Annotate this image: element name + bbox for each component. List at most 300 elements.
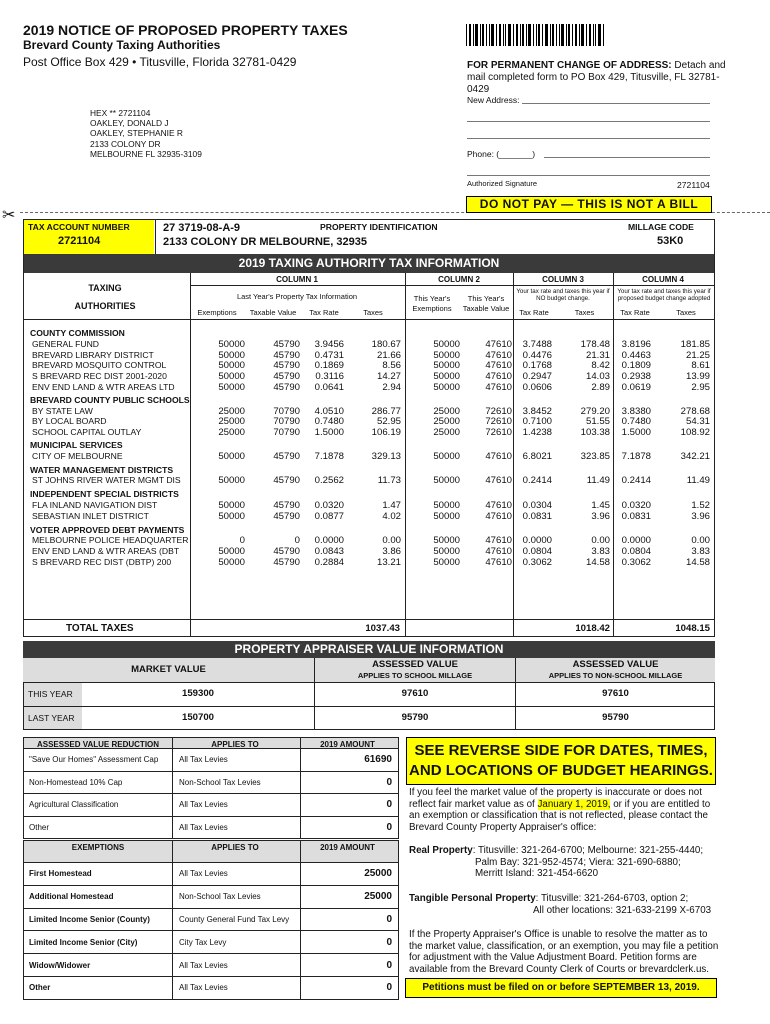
account-number: 2721104: [58, 235, 101, 247]
tax-value-cell: 14.58: [685, 557, 710, 568]
table-header-label: 2019 AMOUNT: [320, 740, 375, 749]
tax-value-cell: 0.2884: [314, 557, 344, 568]
signature-label: Authorized Signature: [467, 179, 538, 188]
tax-value-cell: 50000: [218, 338, 245, 350]
appraiser-banner: PROPERTY APPRAISER VALUE INFORMATION: [23, 641, 715, 658]
tax-value-cell: 14.03: [585, 371, 610, 383]
tax-value-cell: 0.2947: [522, 371, 552, 383]
tax-value-cell: 50000: [218, 546, 245, 558]
tax-value-cell: 50000: [218, 349, 245, 361]
tax-value-cell: 2.95: [691, 382, 710, 393]
assessed-value-label: ASSESSED VALUE: [572, 659, 659, 670]
column-4-note: Your tax rate and taxes this year if proposed budget change adopted: [617, 288, 711, 302]
phone-label: Phone: (_______): [467, 149, 536, 159]
tax-value-cell: 51.55: [585, 416, 610, 428]
school-millage-label: APPLIES TO SCHOOL MILLAGE: [357, 671, 473, 680]
new-address-line-3[interactable]: [467, 131, 710, 139]
tax-value-cell: 342.21: [680, 450, 710, 462]
taxing-authority-name: S BREVARD REC DIST (DBTP) 200: [32, 557, 172, 567]
tax-value-cell: 70790: [273, 427, 300, 439]
tax-value-cell: 0.4463: [621, 349, 651, 361]
tax-value-cell: 0.0619: [621, 382, 651, 393]
tax-value-cell: 72610: [485, 405, 512, 417]
taxes-header: Taxes: [676, 308, 696, 317]
return-address: Post Office Box 429 • Titusville, Florida 32781-0429: [23, 55, 297, 69]
tax-rate-header: Tax Rate: [620, 308, 650, 317]
tax-value-cell: 70790: [273, 405, 300, 417]
tax-value-cell: 72610: [485, 416, 512, 428]
tax-rate-header: Tax Rate: [309, 308, 339, 317]
amount-cell: 0: [386, 982, 392, 994]
tax-value-cell: 47610: [485, 382, 512, 393]
tax-value-cell: 0.0641: [314, 382, 344, 393]
tax-value-cell: 50000: [433, 510, 460, 522]
tax-value-cell: 50000: [433, 546, 460, 558]
this-year-nonschool-value: 97610: [602, 688, 629, 699]
divider: [172, 737, 173, 839]
tax-value-cell: 45790: [273, 371, 300, 383]
taxing-authority-name: GENERAL FUND: [32, 338, 100, 349]
tax-value-cell: 0.7100: [522, 416, 552, 428]
applies-to-cell: All Tax Levies: [179, 755, 228, 765]
amount-cell: 0: [386, 936, 392, 948]
section-heading: BREVARD COUNTY PUBLIC SCHOOLS: [30, 394, 190, 405]
divider: [155, 220, 156, 254]
tax-value-cell: 50000: [433, 371, 460, 383]
divider: [513, 319, 514, 637]
tax-value-cell: 21.25: [685, 349, 710, 361]
tax-value-cell: 25000: [433, 427, 460, 439]
divider: [300, 840, 301, 1000]
amount-cell: 0: [386, 821, 392, 833]
divider: [190, 319, 191, 637]
tax-value-cell: 0: [294, 535, 300, 547]
signature-line[interactable]: [467, 168, 710, 176]
tax-value-cell: 279.20: [580, 405, 610, 417]
taxing-authority-name: CITY OF MELBOURNE: [32, 450, 123, 461]
taxing-authority-name: SEBASTIAN INLET DISTRICT: [32, 510, 149, 521]
tax-value-cell: 11.49: [586, 475, 610, 487]
tax-value-cell: 52.95: [376, 416, 401, 428]
owner-line: OAKLEY, DONALD J: [90, 118, 169, 129]
section-heading: VOTER APPROVED DEBT PAYMENTS: [30, 524, 185, 535]
taxing-authority-name: ENV END LAND & WTR AREAS LTD: [32, 382, 175, 392]
tax-value-cell: 14.58: [585, 557, 610, 568]
divider: [172, 840, 173, 1000]
tax-value-cell: 0.2414: [522, 475, 552, 487]
last-year-school-value: 95790: [401, 712, 429, 723]
table-row-label: Other: [29, 983, 51, 993]
tax-value-cell: 0.7480: [314, 416, 344, 428]
divider: [300, 737, 301, 839]
tax-value-cell: 0.4476: [522, 349, 552, 361]
tax-value-cell: 323.85: [580, 450, 610, 462]
tax-value-cell: 50000: [433, 535, 460, 547]
this-year-header: This Year's: [467, 294, 505, 303]
tax-value-cell: 0.1809: [621, 360, 651, 372]
applies-to-cell: All Tax Levies: [179, 983, 228, 993]
tax-value-cell: 45790: [273, 338, 300, 350]
notice-subtitle: Brevard County Taxing Authorities: [23, 38, 221, 52]
section-heading: COUNTY COMMISSION: [30, 328, 125, 338]
taxing-authority-name: BREVARD LIBRARY DISTRICT: [32, 349, 154, 360]
nonschool-millage-label: APPLIES TO NON-SCHOOL MILLAGE: [548, 671, 683, 680]
new-address-line-2[interactable]: [467, 114, 710, 122]
change-of-address-text: Detach and mail completed form to PO Box 429, Titusville, FL 32781-0429: [467, 60, 726, 95]
last-year-header: Last Year's Property Tax Information: [236, 292, 358, 301]
tax-value-cell: 50000: [218, 371, 245, 383]
tax-value-cell: 4.02: [382, 510, 401, 522]
tax-value-cell: 0.2414: [621, 475, 651, 487]
tax-value-cell: 0.0000: [621, 535, 651, 547]
tax-value-cell: 0.0606: [522, 382, 552, 393]
taxing-authority-name: BY STATE LAW: [32, 405, 93, 416]
tax-value-cell: 0.0831: [522, 510, 552, 522]
parcel-id: 27 3719-08-A-9: [163, 222, 241, 234]
amount-cell: 0: [386, 914, 392, 925]
tax-value-cell: 3.8196: [621, 338, 651, 350]
tax-value-cell: 45790: [273, 510, 300, 522]
total-taxes-last-year: 1037.43: [365, 623, 400, 634]
tax-value-cell: 47610: [485, 360, 512, 372]
tax-value-cell: 72610: [485, 427, 512, 439]
owner-line: HEX ** 2721104: [90, 108, 151, 118]
tax-value-cell: 50000: [218, 450, 245, 462]
section-heading: INDEPENDENT SPECIAL DISTRICTS: [30, 489, 179, 500]
taxing-authority-name: MELBOURNE POLICE HEADQUARTER: [32, 535, 189, 546]
tax-value-cell: 2.94: [382, 382, 401, 393]
tax-value-cell: 3.8380: [621, 405, 651, 417]
tax-value-cell: 13.99: [685, 371, 710, 383]
tax-value-cell: 50000: [218, 475, 245, 487]
new-address-label: New Address:: [467, 95, 520, 105]
table-row-label: Widow/Widower: [29, 960, 91, 970]
tax-value-cell: 3.9456: [314, 338, 344, 350]
millage-code: 53K0: [657, 235, 684, 247]
table-row-label: First Homestead: [29, 869, 92, 879]
amount-cell: 25000: [364, 868, 392, 880]
tax-value-cell: 108.92: [680, 427, 710, 439]
divider: [24, 319, 714, 320]
tax-value-cell: 0.0304: [522, 500, 552, 511]
owner-line: MELBOURNE FL 32935-3109: [90, 148, 202, 159]
tax-value-cell: 21.66: [376, 349, 401, 361]
see-reverse-notice: SEE REVERSE SIDE FOR DATES, TIMES, AND LOCATIONS OF BUDGET HEARINGS.: [406, 737, 716, 785]
table-header-label: EXEMPTIONS: [71, 843, 125, 852]
account-number-label: TAX ACCOUNT NUMBER: [28, 222, 130, 232]
amount-cell: 0: [386, 959, 392, 971]
tax-value-cell: 0.0320: [314, 500, 344, 511]
barcode: [466, 24, 604, 46]
divider: [24, 619, 714, 620]
do-not-pay-banner: DO NOT PAY — THIS IS NOT A BILL: [466, 196, 712, 213]
tax-value-cell: 0.2562: [314, 475, 344, 487]
taxing-authority-name: FLA INLAND NAVIGATION DIST: [32, 500, 158, 510]
new-address-line-1[interactable]: [522, 96, 710, 104]
tax-value-cell: 50000: [218, 360, 245, 372]
tax-value-cell: 47610: [485, 546, 512, 558]
table-row-label: Limited Income Senior (City): [29, 937, 138, 947]
tax-value-cell: 8.61: [691, 360, 710, 372]
tax-value-cell: 45790: [273, 360, 300, 372]
taxes-header: Taxes: [363, 308, 383, 317]
applies-to-cell: All Tax Levies: [179, 960, 228, 970]
petition-paragraph: If the Property Appraiser's Office is unable to resolve the matter as to the market value, classification, or an exemption, you may file a petition for adjustment with the Value Adjustment Board. Petition forms are available from the Brevard County Clerk of Courts or brevardclerk.us.: [409, 929, 719, 975]
tax-value-cell: 47610: [485, 557, 512, 568]
detach-account-number: 2721104: [677, 180, 710, 190]
table-row-label: Non-Homestead 10% Cap: [29, 777, 123, 787]
table-header-label: 2019 AMOUNT: [320, 843, 375, 852]
notice-title: 2019 NOTICE OF PROPOSED PROPERTY TAXES: [23, 22, 348, 38]
tax-value-cell: 3.83: [691, 546, 710, 558]
tax-value-cell: 0.0000: [314, 535, 344, 547]
column-1-header: COLUMN 1: [276, 275, 318, 284]
divider: [314, 658, 315, 730]
exemptions-header: Exemptions: [197, 308, 237, 317]
tax-value-cell: 14.27: [376, 371, 401, 383]
tax-value-cell: 25000: [218, 416, 245, 428]
tax-value-cell: 0.0831: [621, 510, 651, 522]
divider: [24, 706, 714, 707]
tax-value-cell: 47610: [485, 338, 512, 350]
tax-value-cell: 180.67: [371, 338, 401, 350]
table-header-label: ASSESSED VALUE REDUCTION: [36, 740, 160, 749]
table-row-label: Limited Income Senior (County): [29, 915, 150, 924]
tax-value-cell: 50000: [433, 475, 460, 487]
tax-value-cell: 47610: [485, 510, 512, 522]
tax-info-banner: 2019 TAXING AUTHORITY TAX INFORMATION: [24, 254, 714, 273]
last-year-nonschool-value: 95790: [602, 712, 629, 723]
tax-value-cell: 45790: [273, 500, 300, 511]
last-year-market-value: 150700: [181, 712, 214, 723]
tax-value-cell: 13.21: [376, 557, 401, 568]
tax-value-cell: 0: [239, 535, 245, 547]
real-property-phone: Palm Bay: 321-952-4574; Viera: 321-690-6880;: [475, 856, 681, 868]
tax-value-cell: 0.1869: [314, 360, 344, 372]
column-3-header: COLUMN 3: [542, 275, 584, 284]
tax-value-cell: 0.3062: [522, 557, 552, 568]
tax-value-cell: 54.31: [685, 416, 710, 428]
this-year-header: This Year's: [413, 294, 451, 303]
divider: [515, 658, 516, 730]
tax-value-cell: 50000: [433, 382, 460, 393]
tax-value-cell: 0.3116: [315, 371, 344, 383]
tax-value-cell: 1.5000: [314, 427, 344, 439]
table-row-label: Additional Homestead: [29, 892, 114, 902]
tax-value-cell: 3.83: [591, 546, 610, 558]
tax-value-cell: 7.1878: [314, 450, 344, 462]
owner-block: [90, 108, 290, 159]
tax-value-cell: 8.42: [591, 360, 610, 372]
tax-value-cell: 0.00: [382, 535, 401, 547]
tax-value-cell: 45790: [273, 546, 300, 558]
this-year-market-value: 159300: [181, 688, 214, 699]
nonschool-assessed-header: [516, 658, 715, 682]
applies-to-cell: All Tax Levies: [179, 800, 228, 810]
tax-value-cell: 50000: [433, 500, 460, 511]
tax-value-cell: 329.13: [371, 450, 401, 462]
table-row-label: Other: [29, 822, 50, 832]
applies-to-cell: City Tax Levy: [179, 937, 227, 947]
tax-value-cell: 3.8452: [522, 405, 552, 417]
tax-value-cell: 0.7480: [621, 416, 651, 428]
market-value-header: MARKET VALUE: [23, 658, 314, 682]
taxable-value-header: Taxable Value: [462, 304, 510, 313]
taxable-value-header: Taxable Value: [249, 308, 297, 317]
tax-value-cell: 70790: [273, 416, 300, 428]
paragraph-text: or if you are entitled to an exemption or classification that is not reflected, please contact the Brevard County Property Appraiser's office:: [409, 798, 711, 833]
amount-cell: 61690: [364, 754, 392, 766]
divider: [190, 285, 714, 286]
tax-value-cell: 50000: [433, 338, 460, 350]
tax-value-cell: 2.89: [591, 382, 610, 393]
total-taxes-no-change: 1018.42: [575, 623, 610, 634]
table-header-label: APPLIES TO: [211, 740, 259, 749]
tax-value-cell: 0.0320: [621, 500, 651, 511]
tax-value-cell: 0.0804: [621, 546, 651, 558]
tax-value-cell: 50000: [433, 557, 460, 568]
column-2-header: COLUMN 2: [438, 275, 480, 284]
phone-line[interactable]: [544, 150, 710, 158]
tax-value-cell: 11.73: [377, 475, 401, 487]
situs-address: 2133 COLONY DR MELBOURNE, 32935: [163, 236, 367, 248]
section-heading: WATER MANAGEMENT DISTRICTS: [30, 464, 174, 475]
tax-value-cell: 286.77: [371, 405, 401, 417]
last-year-label: LAST YEAR: [24, 707, 82, 729]
tax-value-cell: 8.56: [382, 360, 401, 372]
tax-value-cell: 1.45: [591, 500, 610, 511]
tax-value-cell: 50000: [433, 349, 460, 361]
owner-line: 2133 COLONY DR: [90, 138, 161, 149]
applies-to-cell: County General Fund Tax Levy: [179, 915, 290, 924]
tax-value-cell: 47610: [485, 500, 512, 511]
valuation-date: January 1, 2019,: [537, 798, 611, 810]
this-year-label: THIS YEAR: [24, 683, 82, 706]
tangible-property-phone: : Titusville: 321-264-6703, option 2;: [535, 893, 689, 904]
tax-value-cell: 45790: [273, 382, 300, 393]
tax-value-cell: 45790: [273, 475, 300, 487]
applies-to-cell: Non-School Tax Levies: [179, 892, 261, 902]
real-property-phone: Merritt Island: 321-454-6620: [475, 868, 599, 880]
change-of-address-label: FOR PERMANENT CHANGE OF ADDRESS:: [467, 60, 672, 71]
tax-value-cell: 3.96: [691, 510, 710, 522]
taxes-header: Taxes: [574, 308, 595, 317]
tax-value-cell: 47610: [485, 371, 512, 383]
tax-value-cell: 11.49: [686, 475, 710, 487]
tax-value-cell: 0.4731: [314, 349, 344, 361]
taxing-authority-name: ST JOHNS RIVER WATER MGMT DIS: [32, 475, 181, 486]
divider: [24, 682, 714, 683]
tax-value-cell: 45790: [273, 450, 300, 462]
tax-value-cell: 181.85: [680, 338, 710, 350]
tax-value-cell: 47610: [485, 349, 512, 361]
applies-to-cell: Non-School Tax Levies: [179, 777, 261, 787]
scissors-icon: ✂: [2, 207, 16, 224]
tangible-property-contacts: [409, 893, 719, 916]
tax-value-cell: 0.2938: [621, 371, 651, 383]
taxing-authority-name: S BREVARD REC DIST 2001-2020: [32, 371, 167, 382]
this-year-school-value: 97610: [401, 688, 429, 699]
tax-value-cell: 7.1878: [621, 450, 651, 462]
tax-value-cell: 47610: [485, 475, 512, 487]
property-id-label: PROPERTY IDENTIFICATION: [320, 222, 438, 232]
authorities-label: AUTHORITIES: [74, 301, 136, 311]
column-3-note: Your tax rate and taxes this year if NO budget change.: [516, 288, 610, 302]
tax-value-cell: 0.0804: [522, 546, 552, 558]
tax-value-cell: 0.00: [591, 535, 610, 547]
school-assessed-header: [315, 658, 515, 682]
table-header-label: APPLIES TO: [211, 843, 259, 852]
millage-code-label: MILLAGE CODE: [628, 222, 694, 232]
tax-value-cell: 21.31: [585, 349, 610, 361]
tax-value-cell: 278.68: [680, 405, 710, 417]
amount-cell: 25000: [364, 891, 392, 903]
divider: [613, 319, 614, 637]
tax-value-cell: 0.0843: [314, 546, 344, 558]
real-property-label: Real Property: [409, 845, 473, 856]
tax-value-cell: 50000: [218, 557, 245, 568]
exemptions-header: Exemptions: [412, 304, 452, 313]
tax-value-cell: 50000: [433, 360, 460, 372]
tangible-property-label: Tangible Personal Property: [409, 893, 536, 904]
amount-cell: 0: [386, 776, 392, 788]
tax-value-cell: 106.19: [371, 427, 401, 439]
tax-value-cell: 25000: [433, 405, 460, 417]
tax-value-cell: 50000: [218, 500, 245, 511]
amount-cell: 0: [386, 799, 392, 811]
tax-value-cell: 1.52: [691, 500, 710, 511]
tax-value-cell: 47610: [485, 450, 512, 462]
tax-value-cell: 4.0510: [314, 405, 344, 417]
table-row-label: "Save Our Homes" Assessment Cap: [29, 755, 159, 765]
divider: [405, 319, 406, 637]
tangible-property-phone: All other locations: 321-633-2199 X-6703: [533, 904, 712, 916]
tax-value-cell: 45790: [273, 557, 300, 568]
tax-rate-header: Tax Rate: [519, 308, 549, 317]
tax-value-cell: 25000: [433, 416, 460, 428]
section-heading: MUNICIPAL SERVICES: [30, 440, 123, 450]
table-row-label: Agricultural Classification: [29, 800, 119, 810]
tax-value-cell: 1.5000: [621, 427, 651, 439]
tax-value-cell: 0.0877: [314, 510, 344, 522]
tax-value-cell: 50000: [218, 510, 245, 522]
real-property-phone: : Titusville: 321-264-6700; Melbourne: 321-255-4440;: [472, 845, 704, 856]
appraiser-contact-paragraph: [409, 787, 719, 833]
total-taxes-proposed: 1048.15: [675, 623, 710, 634]
tax-value-cell: 0.1768: [522, 360, 552, 372]
taxing-authority-name: BY LOCAL BOARD: [32, 416, 107, 427]
change-of-address-note: [467, 60, 727, 96]
tax-value-cell: 47610: [485, 535, 512, 547]
assessed-value-label: ASSESSED VALUE: [372, 659, 458, 670]
tax-value-cell: 1.47: [382, 500, 401, 511]
taxing-authority-name: ENV END LAND & WTR AREAS (DBT: [32, 546, 180, 557]
tax-value-cell: 45790: [273, 349, 300, 361]
tax-value-cell: 3.96: [591, 510, 610, 522]
tax-value-cell: 25000: [218, 405, 245, 417]
tax-value-cell: 0.00: [691, 535, 710, 547]
tax-value-cell: 3.7488: [522, 338, 552, 350]
column-4-header: COLUMN 4: [642, 275, 684, 284]
tax-value-cell: 25000: [218, 427, 245, 439]
tax-value-cell: 50000: [433, 450, 460, 462]
taxing-label: TAXING: [88, 283, 122, 293]
applies-to-cell: All Tax Levies: [179, 822, 228, 832]
tax-value-cell: 0.0000: [522, 535, 552, 547]
tax-value-cell: 50000: [218, 382, 245, 393]
total-taxes-label: TOTAL TAXES: [66, 623, 134, 634]
tax-value-cell: 3.86: [382, 546, 401, 558]
